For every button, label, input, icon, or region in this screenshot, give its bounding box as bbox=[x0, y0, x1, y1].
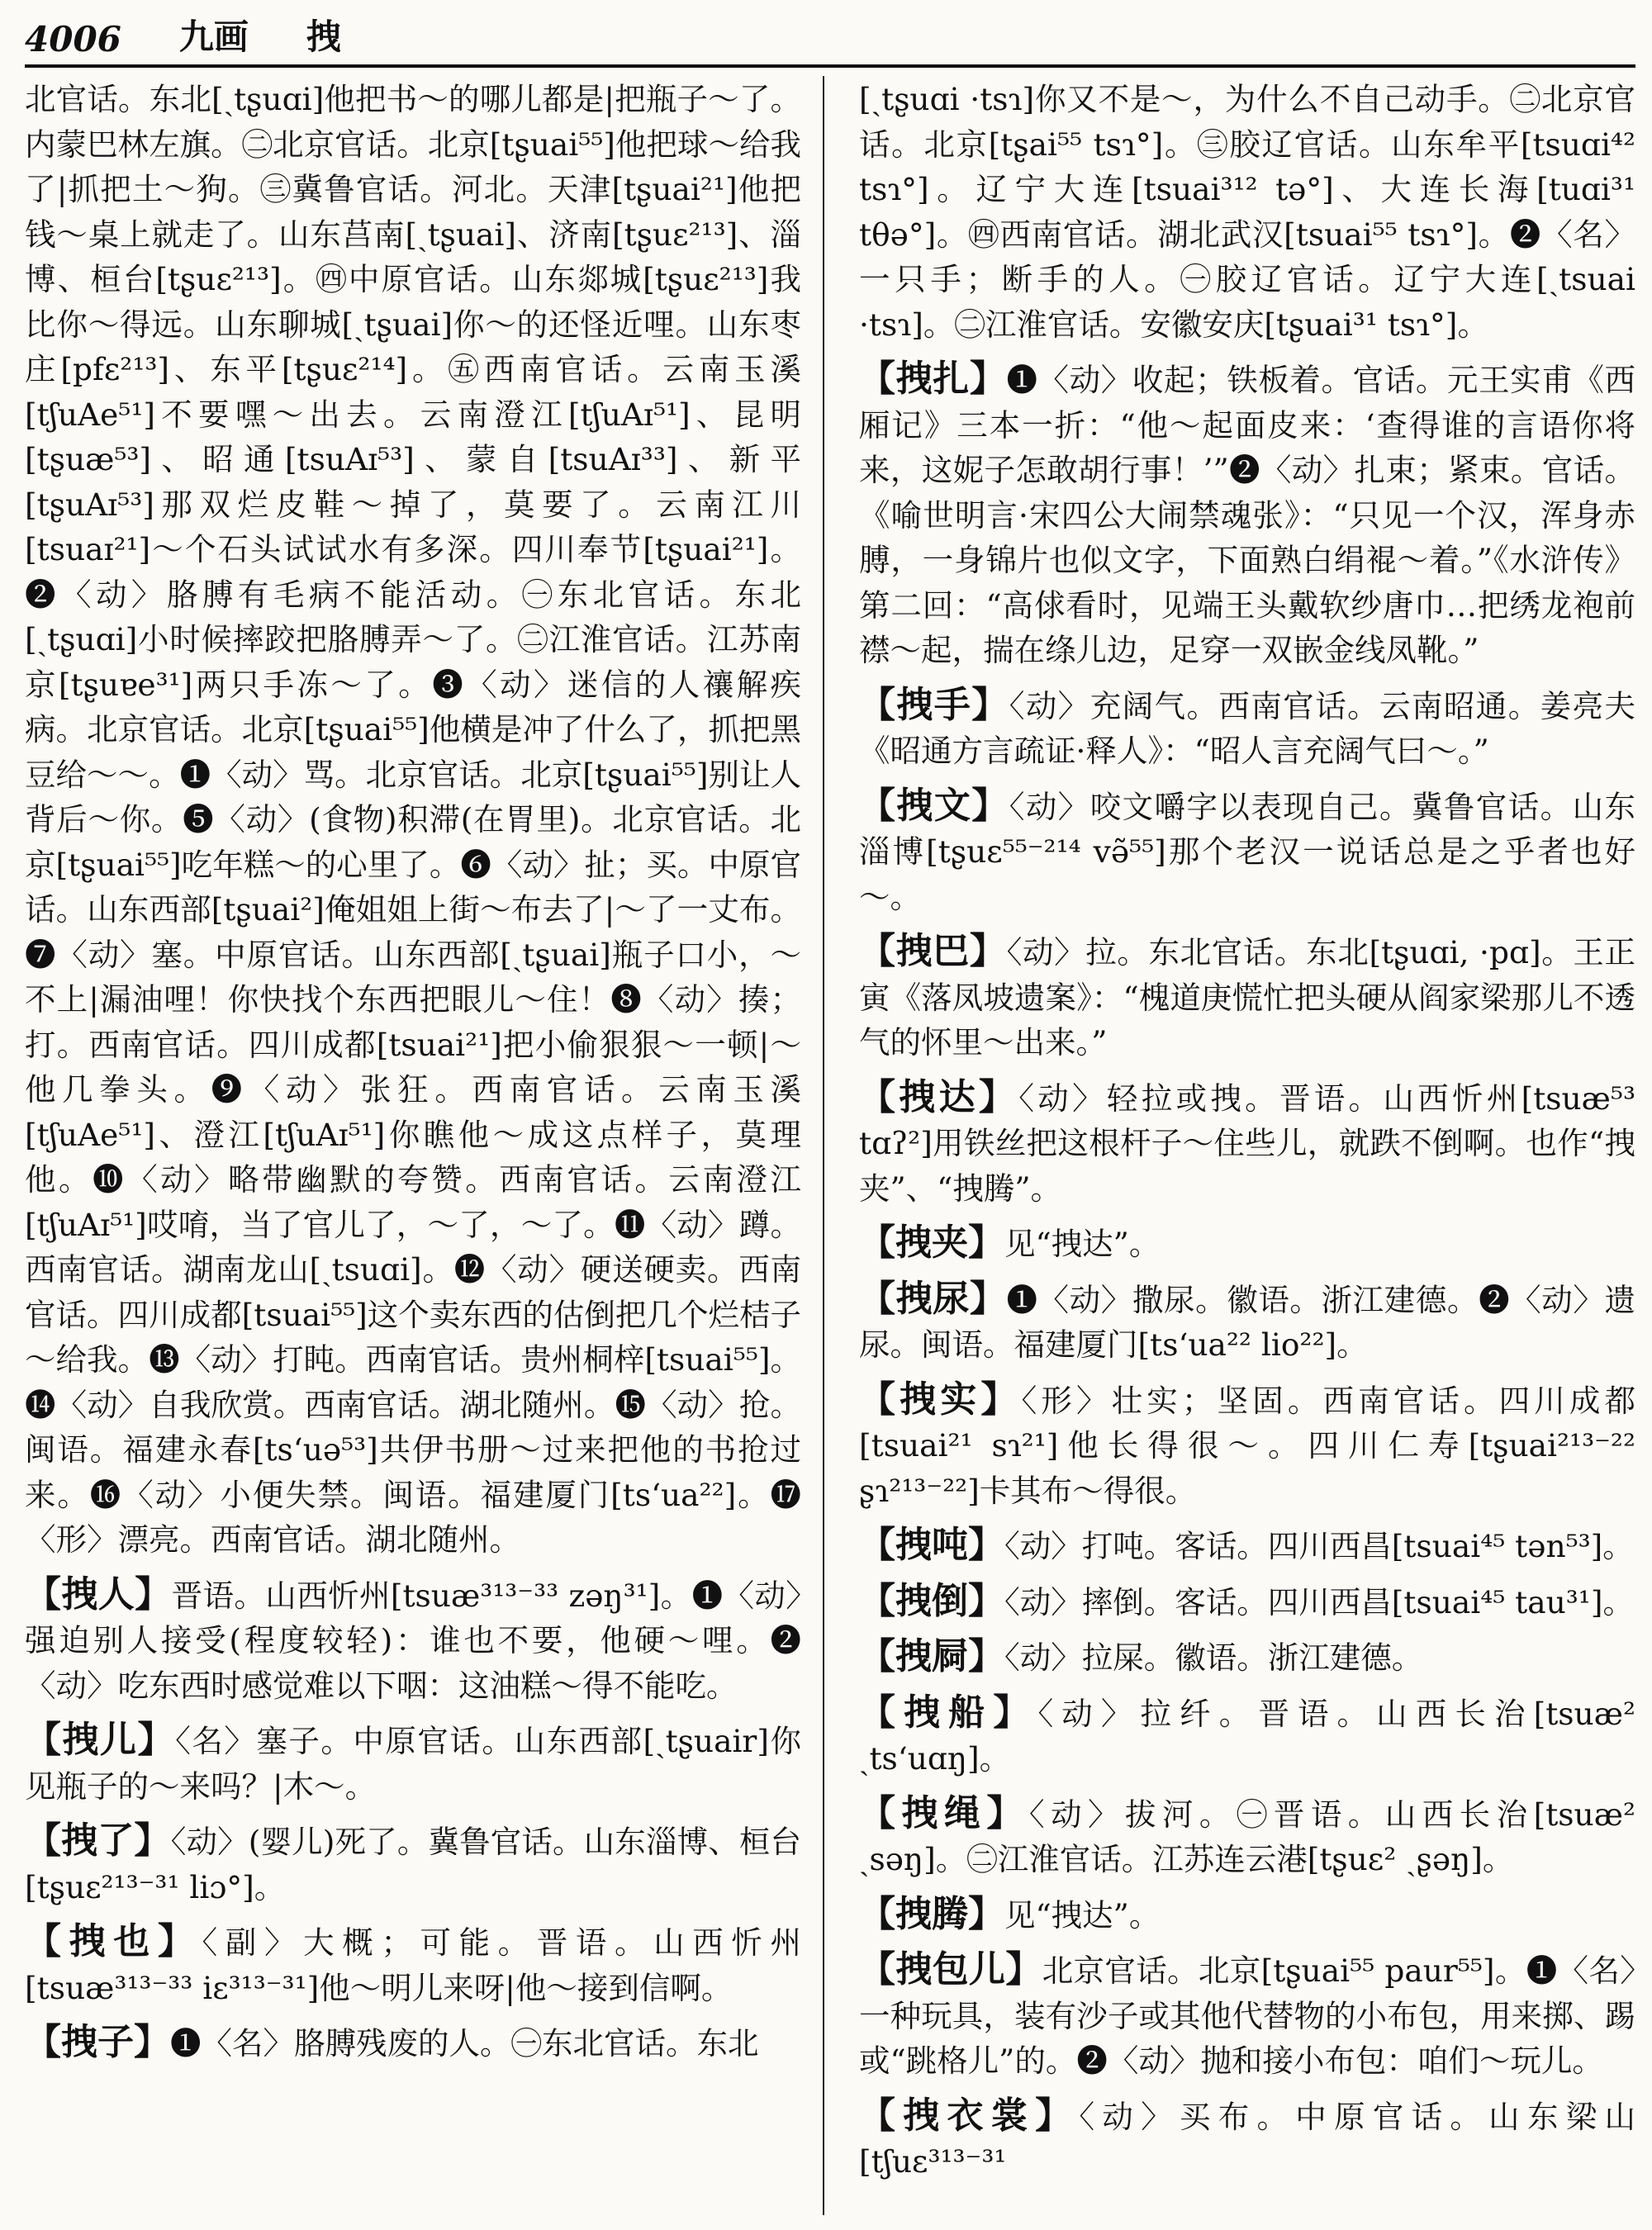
section-label: 九画 bbox=[178, 17, 249, 57]
entry bbox=[859, 357, 1635, 673]
entry-headword: 【拽文】 bbox=[859, 784, 1009, 827]
entry-headword: 【拽儿】 bbox=[25, 1719, 176, 1761]
entry bbox=[859, 2094, 1635, 2185]
entry bbox=[25, 1718, 801, 1809]
entry bbox=[859, 1791, 1635, 1882]
entry-headword: 【拽绳】 bbox=[859, 1791, 1029, 1834]
entry bbox=[859, 1948, 1635, 2084]
entry-text: 北京官话。北京[tʂuai⁵⁵ paur⁵⁵]。❶〈名〉一种玩具，装有沙子或其他代替物的小布包，用来掷、踢或“跳格儿”的。❷〈动〉抛和接小布包：咱们～玩儿。 bbox=[859, 1952, 1635, 2079]
entry-text: 晋语。山西忻州[tsuæ³¹³⁻³³ zəŋ³¹]。❶〈动〉强迫别人接受(程度较轻)：谁也不要，他硬～哩。❷〈动〉吃东西时感觉难以下咽：这油糕～得不能吃。 bbox=[25, 1577, 801, 1704]
entry bbox=[859, 1691, 1635, 1782]
entry-headword: 【拽屙】 bbox=[859, 1635, 1004, 1677]
entry bbox=[859, 1523, 1635, 1569]
page-header bbox=[25, 17, 1635, 68]
column-divider bbox=[823, 76, 824, 2215]
entry-text: 〈动〉拉。东北官话。东北[tʂuɑi, ·pɑ]。王正寅《落凤坡遗案》：“槐道庚慌忙把头硬从阎家梁那儿不透气的怀里～出来。” bbox=[859, 934, 1635, 1060]
entry bbox=[25, 76, 801, 1563]
entry-text: 〈副〉大概；可能。晋语。山西忻州[tsuæ³¹³⁻³³ iɛ³¹³⁻³¹]他～明儿来呀|他～接到信啊。 bbox=[25, 1924, 801, 2006]
entry-text: 〈动〉轻拉或拽。晋语。山西忻州[tsuæ⁵³ tɑʔ²]用铁丝把这根杆子～住些儿，就跌不倒啊。也作“拽夹”、“拽腾”。 bbox=[859, 1079, 1635, 1207]
entry-headword: 【拽夹】 bbox=[859, 1222, 1004, 1264]
entry-headword: 【拽巴】 bbox=[859, 930, 1007, 972]
entry bbox=[859, 929, 1635, 1065]
entry bbox=[859, 784, 1635, 920]
entry bbox=[25, 1919, 801, 2010]
entry-headword: 【拽尿】 bbox=[859, 1277, 1007, 1320]
entry bbox=[859, 1579, 1635, 1625]
entry-text: 〈动〉打吨。客话。四川西昌[tsuai⁴⁵ tən⁵³]。 bbox=[1004, 1528, 1634, 1564]
entry-text: 北官话。东北[ˏtʂuɑi]他把书～的哪儿都是|把瓶子～了。内蒙巴林左旗。㊁北京官话。北京[tʂuai⁵⁵]他把球～给我了|抓把土～狗。㊂冀鲁官话。河北。天津[tʂuai²¹]他把钱～桌上就走了。山东莒南[ˏtʂuai]、济南[tʂuɛ²¹³]、淄博、桓台[tʂuɛ²¹³]。㊃中原官话。山东郯城[tʂuɛ²¹³]我比你～得远。山东聊城[ˏtʂuai]你～的还怪近哩。山东枣庄[pfɛ²¹³]、东平[tʂuɛ²¹⁴]。㊄西南官话。云南玉溪[tʃuAe⁵¹]不要嘿～出去。云南澄江[tʃuAɪ⁵¹]、昆明[tʂuæ⁵³]、昭通[tsuAɪ⁵³]、蒙自[tsuAɪ³³]、新平[tʂuAɪ⁵³]那双烂皮鞋～掉了，莫要了。云南江川[tsuaɪ²¹]～个石头试试水有多深。四川奉节[tʂuai²¹]。❷〈动〉胳膊有毛病不能活动。㊀东北官话。东北[ˏtʂuɑi]小时候摔跤把胳膊弄～了。㊁江淮官话。江苏南京[tʂuɐe³¹]两只手冻～了。❸〈动〉迷信的人禳解疾病。北京官话。北京[tʂuai⁵⁵]他横是冲了什么了，抓把黑豆给～～。❶〈动〉骂。北京官话。北京[tʂuai⁵⁵]别让人背后～你。❺〈动〉(食物)积滞(在胃里)。北京官话。北京[tʂuai⁵⁵]吃年糕～的心里了。❻〈动〉扯；买。中原官话。山东西部[tʂuai²]俺姐姐上街～布去了|～了一丈布。❼〈动〉塞。中原官话。山东西部[ˏtʂuai]瓶子口小，～不上|漏油哩！你快找个东西把眼儿～住！❽〈动〉揍；打。西南官话。四川成都[tsuai²¹]把小偷狠狠～一顿|～他几拳头。❾〈动〉张狂。西南官话。云南玉溪[tʃuAe⁵¹]、澄江[tʃuAɪ⁵¹]你瞧他～成这点样子，莫理他。❿〈动〉略带幽默的夸赞。西南官话。云南澄江[tʃuAɪ⁵¹]哎唷，当了官儿了，～了，～了。⓫〈动〉蹲。西南官话。湖南龙山[ˏtsuɑi]。⓬〈动〉硬送硬卖。西南官话。四川成都[tsuai⁵⁵]这个卖东西的估倒把几个烂桔子～给我。⓭〈动〉打盹。西南官话。贵州桐梓[tsuai⁵⁵]。⓮〈动〉自我欣赏。西南官话。湖北随州。⓯〈动〉抢。闽语。福建永春[tsʻuə⁵³]共伊书册～过来把他的书抢过来。⓰〈动〉小便失禁。闽语。福建厦门[tsʻua²²]。⓱〈形〉漂亮。西南官话。湖北随州。 bbox=[25, 81, 801, 1558]
entry-headword: 【拽人】 bbox=[25, 1573, 172, 1616]
entry-headword: 【拽了】 bbox=[25, 1820, 171, 1862]
entry bbox=[859, 1075, 1635, 1212]
entry-text: 〈动〉咬文嚼字以表现自己。冀鲁官话。山东淄博[tʂuɛ⁵⁵⁻²¹⁴ və̃⁵⁵]那个老汉一说话总是之乎者也好～。 bbox=[859, 788, 1635, 915]
entry-text: [ˏtʂuɑi ·tsɿ]你又不是～，为什么不自己动手。㊁北京官话。北京[tʂai⁵⁵ tsɿ°]。㊂胶辽官话。山东牟平[tsuɑi⁴² tsɿ°]。辽宁大连[tsuai³¹² tə°]、大连长海[tuɑi³¹ tθə°]。㊃西南官话。湖北武汉[tsuai⁵⁵ tsɿ°]。❷〈名〉一只手；断手的人。㊀胶辽官话。辽宁大连[ˏtsuai ·tsɿ]。㊁江淮官话。安徽安庆[tʂuai³¹ tsɿ°]。 bbox=[859, 81, 1635, 343]
entry-text: 〈动〉(婴儿)死了。冀鲁官话。山东淄博、桓台[tʂuɛ²¹³⁻³¹ liɔ°]。 bbox=[25, 1824, 801, 1905]
entry bbox=[859, 683, 1635, 774]
entry-text: 〈动〉拉纤。晋语。山西长治[tsuæ² ˏtsʻuɑŋ]。 bbox=[859, 1695, 1635, 1777]
entry bbox=[859, 1378, 1635, 1514]
entry bbox=[859, 76, 1635, 347]
entry-text: 见“拽达”。 bbox=[1004, 1896, 1161, 1933]
entry-text: 〈动〉摔倒。客话。四川西昌[tsuai⁴⁵ tau³¹]。 bbox=[1004, 1583, 1634, 1620]
entry bbox=[859, 1277, 1635, 1368]
entry-headword: 【拽衣裳】 bbox=[859, 2094, 1080, 2137]
right-column bbox=[859, 76, 1635, 2223]
entry-headword: 【拽包儿】 bbox=[859, 1948, 1042, 1990]
entry-text: 〈动〉拔河。㊀晋语。山西长治[tsuæ² ˏsəŋ]。㊁江淮官话。江苏连云港[tʂuɛ² ˏʂəŋ]。 bbox=[859, 1796, 1635, 1877]
entry-headword: 【拽倒】 bbox=[859, 1579, 1004, 1622]
entry bbox=[859, 1635, 1635, 1681]
left-column bbox=[25, 76, 801, 2223]
entry-text: ❶〈动〉收起；铁板着。官话。元王实甫《西厢记》三本一折：“他～起面皮来：‘查得谁的言语你将来，这妮子怎敢胡行事！’”❷〈动〉扎束；紧束。官话。《喻世明言·宋四公大闹禁魂张》：“只见一个汉，浑身赤膊，一身锦片也似文字，下面熟白绢裩～着。”《水浒传》第二回：“高俅看时，见端王头戴软纱唐巾…把绣龙袍前襟～起，揣在绦儿边，足穿一双嵌金线凤靴。” bbox=[859, 362, 1635, 668]
entry bbox=[25, 1573, 801, 1709]
entry bbox=[25, 1819, 801, 1910]
entry-text: 〈名〉塞子。中原官话。山东西部[ˏtʂuair]你见瓶子的～来吗？|木～。 bbox=[25, 1723, 801, 1805]
entry-text: 〈动〉充阔气。西南官话。云南昭通。姜亮夫《昭通方言疏证·释人》：“昭人言充阔气曰～。” bbox=[859, 687, 1635, 769]
entry-headword: 【拽腾】 bbox=[859, 1892, 1004, 1935]
entry bbox=[859, 1221, 1635, 1267]
entry-headword: 【拽手】 bbox=[859, 683, 1009, 726]
entry-headword: 【拽扎】 bbox=[859, 358, 1007, 400]
entry-headword: 【拽也】 bbox=[25, 1920, 202, 1962]
entry bbox=[859, 1892, 1635, 1938]
entry-text: 见“拽达”。 bbox=[1004, 1226, 1161, 1262]
entry-headword: 【拽实】 bbox=[859, 1378, 1022, 1421]
entry-headword: 【拽吨】 bbox=[859, 1524, 1004, 1566]
entry-headword: 【拽船】 bbox=[859, 1691, 1038, 1734]
entry bbox=[25, 2020, 801, 2066]
entry-text: ❶〈名〉胳膊残废的人。㊀东北官话。东北 bbox=[170, 2025, 759, 2062]
head-character: 拽 bbox=[306, 17, 341, 57]
entry-text: 〈动〉拉屎。徽语。浙江建德。 bbox=[1004, 1639, 1423, 1676]
entry-text: 〈形〉壮实；坚固。西南官话。四川成都[tsuai²¹ sɿ²¹]他长得很～。四川仁寿[tʂuai²¹³⁻²² ʂɿ²¹³⁻²²]卡其布～得很。 bbox=[859, 1382, 1635, 1509]
entry-text: ❶〈动〉撒尿。徽语。浙江建德。❷〈动〉遗尿。闽语。福建厦门[tsʻua²² lio²²]。 bbox=[859, 1281, 1635, 1363]
entry-headword: 【拽子】 bbox=[25, 2021, 170, 2063]
page-number: 4006 bbox=[25, 19, 121, 59]
entry-text: 〈动〉买布。中原官话。山东梁山[tʃuɛ³¹³⁻³¹ bbox=[859, 2098, 1635, 2180]
entry-headword: 【拽达】 bbox=[859, 1075, 1019, 1118]
